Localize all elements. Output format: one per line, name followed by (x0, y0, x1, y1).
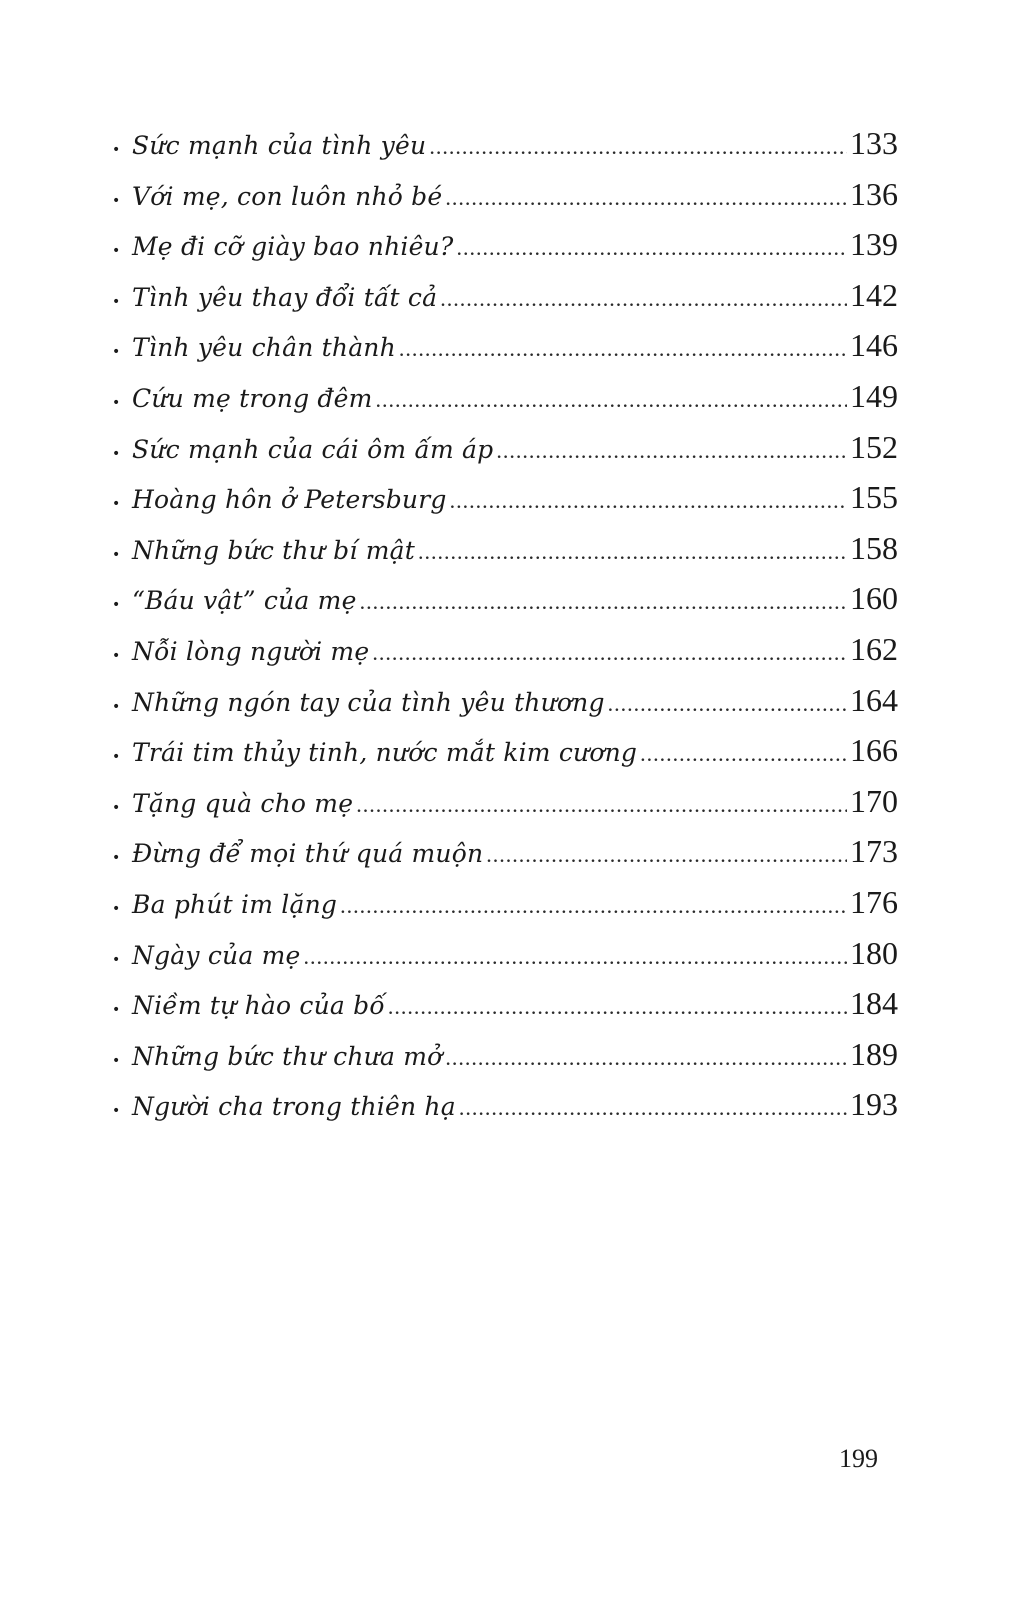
dot-leader (459, 1083, 847, 1134)
toc-entry-page: 162 (850, 630, 898, 667)
toc-entry-title: Đừng để mọi thứ quá muộn (132, 839, 484, 869)
dot-leader (486, 830, 847, 881)
toc-entry-page: 139 (850, 226, 898, 263)
toc-entry (112, 523, 898, 574)
dot-leader (340, 881, 847, 932)
bullet-icon: • (112, 850, 121, 867)
dot-leader (418, 527, 847, 578)
toc-entry-title: Tình yêu chân thành (132, 333, 396, 363)
toc-entry-page: 142 (850, 276, 898, 313)
toc-entry-title: Mẹ đi cỡ giày bao nhiêu? (132, 232, 454, 262)
bullet-icon: • (112, 647, 121, 664)
toc-entry-page: 160 (850, 580, 898, 617)
toc-entry-title: Với mẹ, con luôn nhỏ bé (132, 181, 443, 211)
toc-entry-page: 149 (850, 377, 898, 414)
dot-leader (496, 426, 847, 477)
toc-entry-page: 146 (850, 327, 898, 364)
bullet-icon: • (112, 394, 121, 411)
toc-entry-title: Hoàng hôn ở Petersburg (132, 485, 447, 515)
bullet-icon: • (112, 344, 121, 361)
dot-leader (360, 577, 847, 628)
toc-entry (112, 371, 898, 422)
page-number: 199 (839, 1444, 878, 1473)
bullet-icon: • (112, 1002, 121, 1019)
toc-entry (112, 422, 898, 473)
toc-entry (112, 675, 898, 726)
toc-entry (112, 320, 898, 371)
toc-entry (112, 978, 898, 1029)
bullet-icon: • (112, 445, 121, 462)
toc-entry (112, 877, 898, 928)
bullet-icon: • (112, 1052, 121, 1069)
toc-entry-page: 189 (850, 1035, 898, 1072)
toc-entry-page: 166 (850, 732, 898, 769)
dot-leader (376, 375, 847, 426)
bullet-icon: • (112, 546, 121, 563)
dot-leader (640, 729, 847, 780)
toc-entry-page: 180 (850, 934, 898, 971)
bullet-icon: • (112, 698, 121, 715)
dot-leader (445, 1033, 847, 1084)
toc-entry-title: Trái tim thủy tinh, nước mắt kim cương (132, 738, 638, 768)
toc-entry-title: Cứu mẹ trong đêm (132, 383, 373, 413)
toc-entry-page: 184 (850, 985, 898, 1022)
dot-leader (429, 122, 847, 173)
bullet-icon: • (112, 142, 121, 158)
toc-entry (112, 270, 898, 321)
dot-leader (445, 173, 847, 224)
toc-entry-title: “Báu vật” của mẹ (132, 586, 357, 616)
toc-entry-page: 164 (850, 681, 898, 718)
dot-leader (304, 932, 847, 983)
dot-leader (399, 324, 847, 375)
toc-entry-page: 152 (850, 428, 898, 465)
bullet-icon: • (112, 597, 121, 614)
toc-entry (112, 1029, 898, 1080)
table-of-contents (112, 118, 898, 1130)
bullet-icon: • (112, 496, 121, 513)
bullet-icon: • (112, 1103, 121, 1120)
toc-entry (112, 219, 898, 270)
toc-entry-title: Tặng quà cho mẹ (132, 788, 354, 818)
toc-entry (112, 725, 898, 776)
toc-entry (112, 472, 898, 523)
bullet-icon: • (112, 951, 121, 968)
toc-entry-title: Những bức thư chưa mở (132, 1041, 443, 1071)
toc-entry-title: Niềm tự hào của bố (132, 991, 385, 1021)
toc-entry-page: 176 (850, 883, 898, 920)
dot-leader (608, 679, 847, 730)
dot-leader (450, 476, 847, 527)
bullet-icon: • (112, 243, 121, 260)
toc-entry (112, 826, 898, 877)
toc-entry (112, 169, 898, 220)
toc-entry-title: Những bức thư bí mật (132, 535, 415, 565)
dot-leader (440, 274, 847, 325)
dot-leader (456, 223, 847, 274)
toc-entry-page: 133 (850, 125, 898, 161)
bullet-icon: • (112, 900, 121, 917)
toc-entry-page: 170 (850, 782, 898, 819)
dot-leader (388, 982, 847, 1033)
toc-entry-title: Người cha trong thiên hạ (132, 1092, 456, 1122)
toc-entry-page: 136 (850, 175, 898, 212)
bullet-icon: • (112, 799, 121, 816)
toc-entry-title: Nỗi lòng người mẹ (132, 636, 370, 666)
toc-entry (112, 624, 898, 675)
toc-entry-page: 158 (850, 529, 898, 566)
bullet-icon: • (112, 749, 121, 766)
toc-entry (112, 118, 898, 169)
toc-entry (112, 928, 898, 979)
toc-entry-title: Tình yêu thay đổi tất cả (132, 282, 438, 312)
toc-entry-page: 173 (850, 833, 898, 870)
toc-entry (112, 776, 898, 827)
toc-entry (112, 1079, 898, 1130)
toc-entry-title: Ba phút im lặng (132, 889, 338, 919)
toc-entry-page: 155 (850, 479, 898, 516)
toc-entry-title: Ngày của mẹ (132, 940, 301, 970)
toc-entry-title: Sức mạnh của tình yêu (132, 131, 427, 160)
bullet-icon: • (112, 293, 121, 310)
toc-entry (112, 573, 898, 624)
toc-entry-page: 193 (850, 1086, 898, 1123)
bullet-icon: • (112, 192, 121, 209)
toc-entry-title: Sức mạnh của cái ôm ấm áp (132, 434, 494, 464)
toc-entry-title: Những ngón tay của tình yêu thương (132, 687, 605, 717)
dot-leader (356, 780, 847, 831)
dot-leader (372, 628, 847, 679)
